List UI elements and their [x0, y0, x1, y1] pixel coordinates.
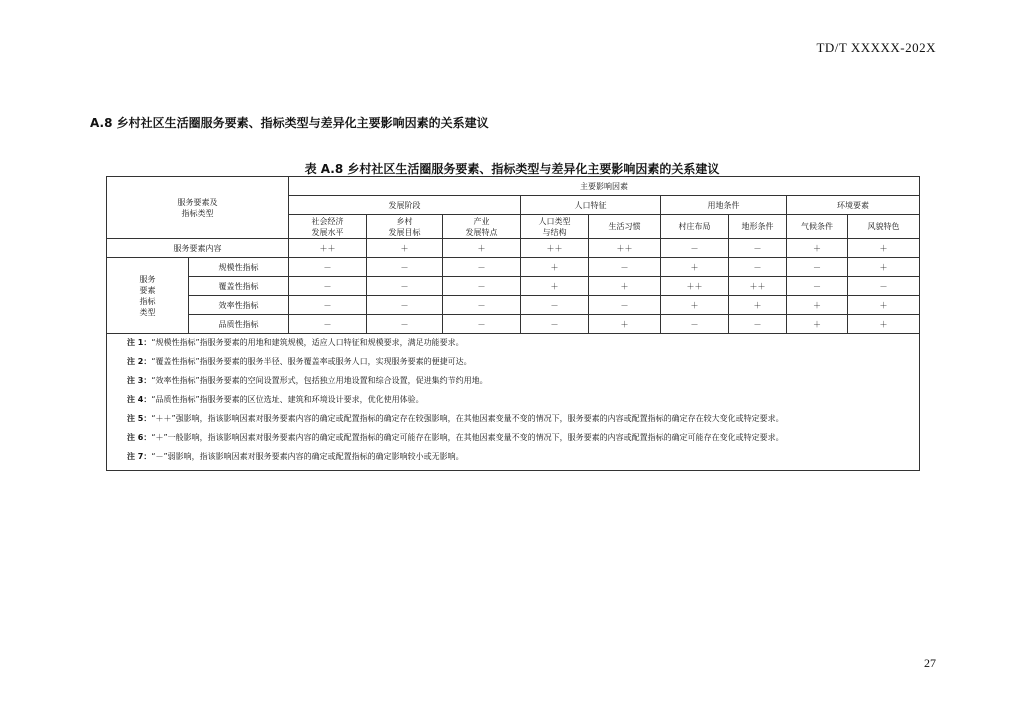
value-cell: －: [443, 258, 521, 277]
value-cell: －: [521, 315, 589, 334]
sub-header-line: 社会经济: [311, 216, 344, 226]
relationship-table-grid: [106, 176, 920, 471]
table-body: [107, 177, 920, 471]
value-cell: ＋: [848, 296, 920, 315]
indicator-row: [107, 277, 920, 296]
value-cell: －: [367, 296, 443, 315]
indicator-row: [107, 315, 920, 334]
note-text: “＋”一般影响，指该影响因素对服务要素内容的确定或配置指标的确定可能存在影响，在其他因素变量不变的情况下，服务要素的内容或配置指标的确定可能存在变化或特定要求。: [151, 433, 784, 442]
sub-header-line: 气候条件: [801, 222, 833, 231]
value-cell: ＋: [787, 239, 848, 258]
indicator-group-line: 要素: [139, 285, 156, 295]
value-cell: －: [729, 239, 787, 258]
note-label: 注 4：: [127, 395, 152, 404]
note-line: [127, 452, 919, 462]
value-cell: －: [787, 258, 848, 277]
value-cell: －: [787, 277, 848, 296]
indicator-row-label: 规模性指标: [189, 258, 289, 277]
note-text: “＋＋”强影响，指该影响因素对服务要素内容的确定或配置指标的确定存在较强影响，在其他因素变量不变的情况下，服务要素的内容或配置指标的确定存在较大变化或特定要求。: [151, 414, 784, 423]
note-text: “品质性指标”指服务要素的区位选址、建筑和环境设计要求，优化使用体验。: [151, 395, 424, 404]
note-label: 注 2：: [127, 357, 152, 366]
table-title: 表 A.8 乡村社区生活圈服务要素、指标类型与差异化主要影响因素的关系建议: [304, 162, 720, 176]
indicator-group-line: 类型: [139, 307, 156, 317]
sub-header-cell: [729, 215, 787, 239]
sub-header-line: 风貌特色: [867, 222, 900, 231]
corner-header-cell: [107, 177, 289, 239]
indicator-row-label: 效率性指标: [189, 296, 289, 315]
value-cell: ＋: [848, 239, 920, 258]
corner-label-line2: 指标类型: [181, 208, 214, 218]
value-cell: ＋: [661, 258, 729, 277]
sub-header-line: 发展水平: [311, 227, 344, 237]
page-number: 27: [924, 656, 936, 670]
value-cell: ＋: [589, 315, 661, 334]
value-cell: ＋: [367, 239, 443, 258]
sub-header-line: 发展目标: [388, 227, 421, 237]
value-cell: ＋: [848, 258, 920, 277]
value-cell: ＋＋: [521, 239, 589, 258]
indicator-row-label: 品质性指标: [189, 315, 289, 334]
value-cell: ＋: [443, 239, 521, 258]
relationship-table: [106, 176, 919, 471]
sub-header-line: 乡村: [396, 216, 413, 226]
sub-header-line: 地形条件: [741, 222, 774, 231]
document-code: TD/T XXXXX-202X: [816, 40, 936, 55]
sub-header-line: 发展特点: [465, 227, 498, 237]
value-cell: ＋＋: [661, 277, 729, 296]
note-line: [127, 414, 919, 424]
note-line: [127, 338, 919, 348]
value-cell: ＋: [787, 315, 848, 334]
sub-header-cell: [589, 215, 661, 239]
note-line: [127, 433, 919, 443]
value-cell: ＋: [589, 277, 661, 296]
group-header-land-conditions: 用地条件: [661, 196, 787, 215]
header-row-main: [107, 177, 920, 196]
value-cell: ＋＋: [589, 239, 661, 258]
indicator-group-line: 指标: [139, 296, 156, 306]
value-cell: ＋: [521, 277, 589, 296]
group-header-population: 人口特征: [521, 196, 661, 215]
indicator-row: [107, 258, 920, 277]
sub-header-line: 与结构: [542, 227, 567, 237]
sub-header-cell: [443, 215, 521, 239]
value-cell: ＋: [521, 258, 589, 277]
note-label: 注 5：: [127, 414, 152, 423]
value-cell: ＋＋: [729, 277, 787, 296]
sub-header-cell: [787, 215, 848, 239]
sub-header-line: 人口类型: [538, 216, 571, 226]
value-cell: －: [443, 277, 521, 296]
note-line: [127, 357, 919, 367]
indicator-group-line: 服务: [139, 274, 156, 284]
value-cell: ＋: [787, 296, 848, 315]
indicator-row: [107, 296, 920, 315]
value-cell: －: [367, 315, 443, 334]
group-header-environment: 环境要素: [787, 196, 920, 215]
value-cell: －: [729, 258, 787, 277]
note-text: “覆盖性指标”指服务要素的服务半径、服务覆盖率或服务人口，实现服务要素的便捷可达。: [151, 357, 472, 366]
note-line: [127, 376, 919, 386]
value-cell: －: [443, 315, 521, 334]
note-label: 注 6：: [127, 433, 152, 442]
value-cell: －: [443, 296, 521, 315]
note-label: 注 7：: [127, 452, 152, 461]
value-cell: －: [289, 258, 367, 277]
value-cell: －: [589, 296, 661, 315]
value-cell: －: [367, 277, 443, 296]
content-row: [107, 239, 920, 258]
note-line: [127, 395, 919, 405]
sub-header-line: 生活习惯: [608, 222, 641, 231]
notes-cell: [107, 334, 920, 471]
corner-label-line1: 服务要素及: [177, 197, 218, 207]
value-cell: ＋: [661, 296, 729, 315]
sub-header-cell: [289, 215, 367, 239]
sub-header-cell: [848, 215, 920, 239]
note-label: 注 3：: [127, 376, 152, 385]
value-cell: ＋: [848, 315, 920, 334]
section-heading: A.8 乡村社区生活圈服务要素、指标类型与差异化主要影响因素的关系建议: [90, 116, 489, 130]
value-cell: －: [367, 258, 443, 277]
note-text: “规模性指标”指服务要素的用地和建筑规模，适应人口特征和规模要求，满足功能要求。: [151, 338, 464, 347]
note-text: “效率性指标”指服务要素的空间设置形式，包括独立用地设置和综合设置，促进集约节约用地。: [151, 376, 488, 385]
value-cell: －: [289, 277, 367, 296]
note-label: 注 1：: [127, 338, 152, 347]
value-cell: ＋＋: [289, 239, 367, 258]
indicator-row-label: 覆盖性指标: [189, 277, 289, 296]
value-cell: －: [729, 315, 787, 334]
main-factors-header: 主要影响因素: [289, 177, 920, 196]
sub-header-cell: [661, 215, 729, 239]
content-row-label: 服务要素内容: [107, 239, 289, 258]
value-cell: －: [661, 315, 729, 334]
value-cell: －: [661, 239, 729, 258]
value-cell: －: [289, 315, 367, 334]
sub-header-cell: [367, 215, 443, 239]
value-cell: －: [589, 258, 661, 277]
indicator-group-label: [107, 258, 189, 334]
sub-header-cell: [521, 215, 589, 239]
value-cell: －: [289, 296, 367, 315]
note-text: “－”弱影响，指该影响因素对服务要素内容的确定或配置指标的确定影响较小或无影响。: [151, 452, 464, 461]
value-cell: －: [848, 277, 920, 296]
sub-header-line: 村庄布局: [678, 222, 711, 231]
notes-row: [107, 334, 920, 471]
sub-header-line: 产业: [473, 216, 490, 226]
group-header-development-stage: 发展阶段: [289, 196, 521, 215]
value-cell: －: [521, 296, 589, 315]
value-cell: ＋: [729, 296, 787, 315]
